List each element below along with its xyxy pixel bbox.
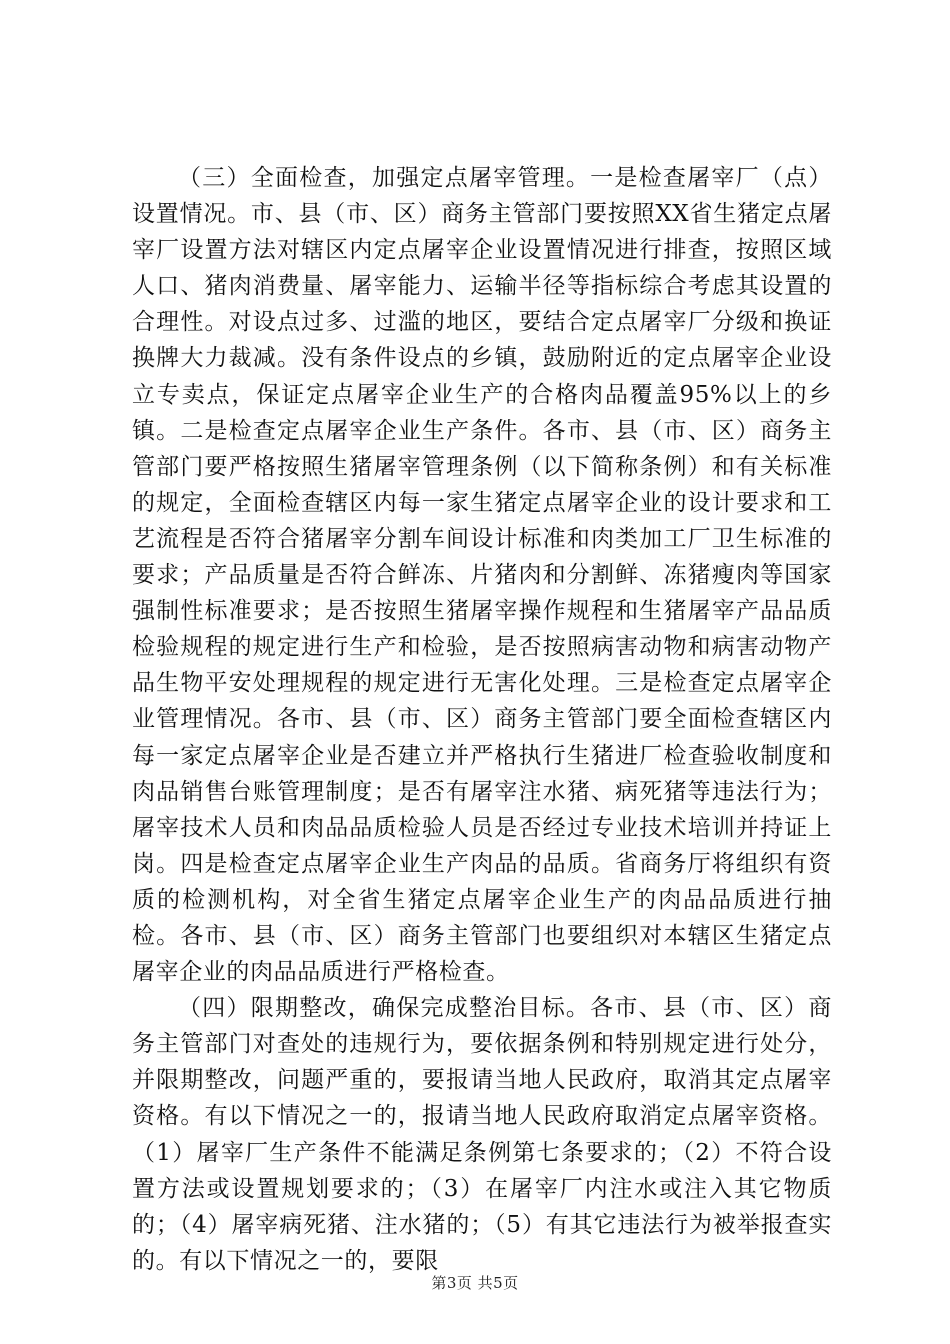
page-number: 第3页 共5页 xyxy=(431,1274,519,1292)
paragraph-rectification: （四）限期整改，确保完成整治目标。各市、县（市、区）商务主管部门对查处的违规行为，要依据条例和特别规定进行处分，并限期整改，问题严重的，要报请当地人民政府，取消其定点屠宰资格。有以下情况之一的，报请当地人民政府取消定点屠宰资格。（1）屠宰厂生产条件不能满足条例第七条要求的；（2）不符合设置方法或设置规划要求的；（3）在屠宰厂内注水或注入其它物质的；（4）屠宰病死猪、注水猪的；（5）有其它违法行为被举报查实的。有以下情况之一的，要限 xyxy=(132,995,832,1274)
document-body xyxy=(132,160,832,1279)
paragraph-inspection: （三）全面检查，加强定点屠宰管理。一是检查屠宰厂（点）设置情况。市、县（市、区）商务主管部门要按照XX省生猪定点屠宰厂设置方法对辖区内定点屠宰企业设置情况进行排查，按照区域人口、猪肉消费量、屠宰能力、运输半径等指标综合考虑其设置的合理性。对设点过多、过滥的地区，要结合定点屠宰厂分级和换证换牌大力裁减。没有条件设点的乡镇，鼓励附近的定点屠宰企业设立专卖点，保证定点屠宰企业生产的合格肉品覆盖95%以上的乡镇。二是检查定点屠宰企业生产条件。各市、县（市、区）商务主管部门要严格按照生猪屠宰管理条例（以下简称条例）和有关标准的规定，全面检查辖区内每一家生猪定点屠宰企业的设计要求和工艺流程是否符合猪屠宰分割车间设计标准和肉类加工厂卫生标准的要求；产品质量是否符合鲜冻、片猪肉和分割鲜、冻猪瘦肉等国家强制性标准要求；是否按照生猪屠宰操作规程和生猪屠宰产品品质检验规程的规定进行生产和检验，是否按照病害动物和病害动物产品生物平安处理规程的规定进行无害化处理。三是检查定点屠宰企业管理情况。各市、县（市、区）商务主管部门要全面检查辖区内每一家定点屠宰企业是否建立并严格执行生猪进厂检查验收制度和肉品销售台账管理制度；是否有屠宰注水猪、病死猪等违法行为；屠宰技术人员和肉品品质检验人员是否经过专业技术培训并持证上岗。四是检查定点屠宰企业生产肉品的品质。省商务厅将组织有资质的检测机构，对全省生猪定点屠宰企业生产的肉品品质进行抽检。各市、县（市、区）商务主管部门也要组织对本辖区生猪定点屠宰企业的肉品品质进行严格检查。 xyxy=(132,165,832,986)
